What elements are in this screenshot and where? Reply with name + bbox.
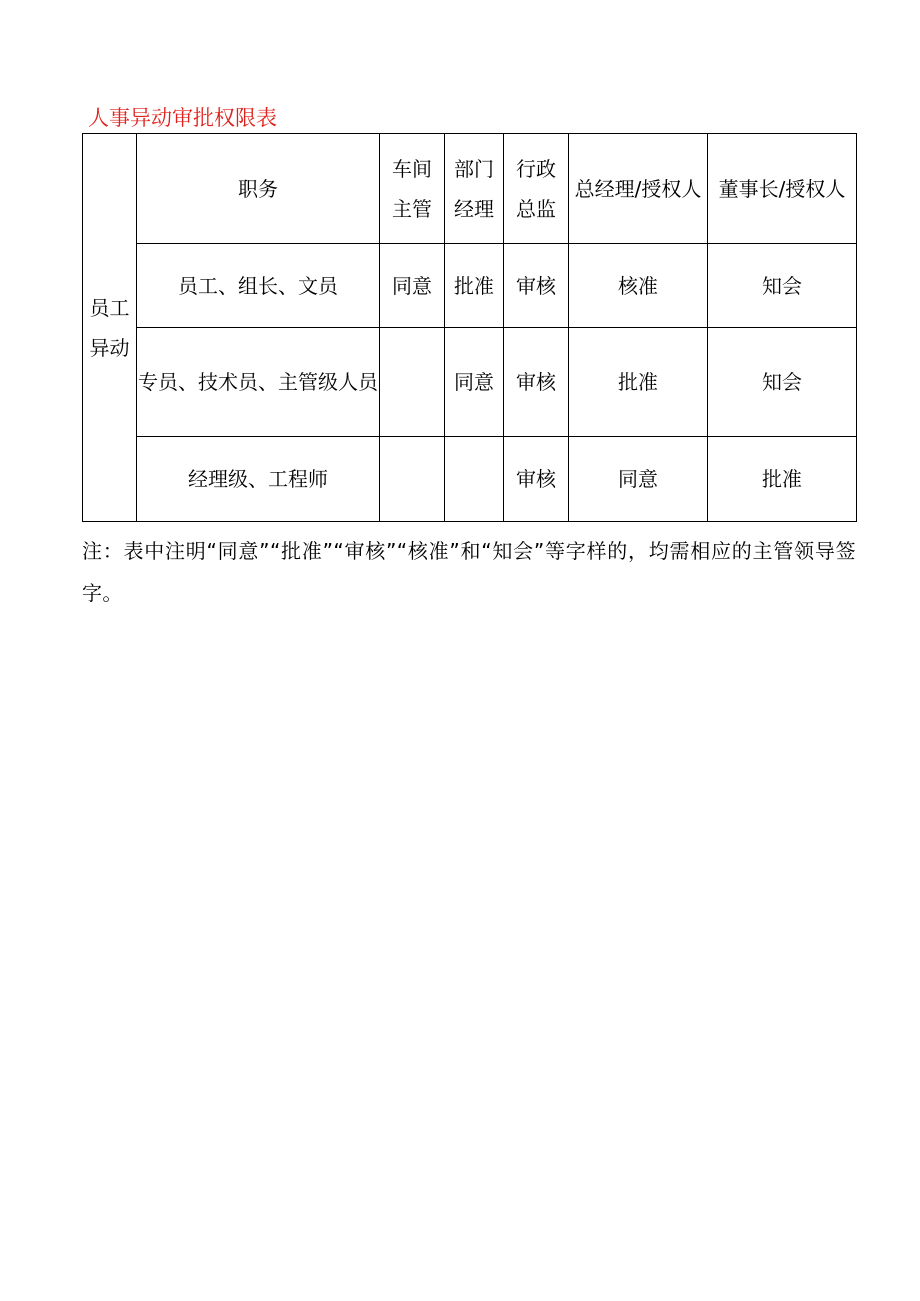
table-cell: 批准	[708, 437, 857, 522]
table-cell: 批准	[445, 244, 504, 328]
document-title: 人事异动审批权限表	[88, 106, 277, 130]
table-cell: 审核	[504, 437, 569, 522]
table-cell: 审核	[504, 328, 569, 437]
table-note: 注：表中注明“同意”“批准”“审核”“核准”和“知会”等字样的，均需相应的主管领导签字。	[82, 539, 856, 605]
table-row	[83, 437, 857, 522]
header-position	[137, 134, 380, 244]
row-position: 员工、组长、文员	[137, 244, 380, 328]
approval-authority-table	[82, 133, 857, 522]
table-cell: 批准	[569, 328, 708, 437]
table-header-row	[83, 134, 857, 244]
table-cell: 核准	[569, 244, 708, 328]
table-cell: 知会	[708, 328, 857, 437]
header-admin-director: 行政总监	[504, 134, 569, 244]
row-position: 经理级、工程师	[137, 437, 380, 522]
table-cell	[445, 437, 504, 522]
header-position-label: 职务	[238, 176, 278, 201]
row-position: 专员、技术员、主管级人员	[137, 328, 380, 437]
table-row	[83, 328, 857, 437]
table-cell: 同意	[445, 328, 504, 437]
header-general-manager: 总经理/授权人	[569, 134, 708, 244]
header-chairman: 董事长/授权人	[708, 134, 857, 244]
category-cell	[83, 134, 137, 522]
header-department-manager: 部门经理	[445, 134, 504, 244]
table-cell	[380, 328, 445, 437]
table-cell: 同意	[569, 437, 708, 522]
table-cell	[380, 437, 445, 522]
table-row	[83, 244, 857, 328]
header-workshop-supervisor: 车间主管	[380, 134, 445, 244]
table-cell: 审核	[504, 244, 569, 328]
table-cell: 知会	[708, 244, 857, 328]
category-label: 员工异动	[89, 295, 130, 360]
table-cell: 同意	[380, 244, 445, 328]
